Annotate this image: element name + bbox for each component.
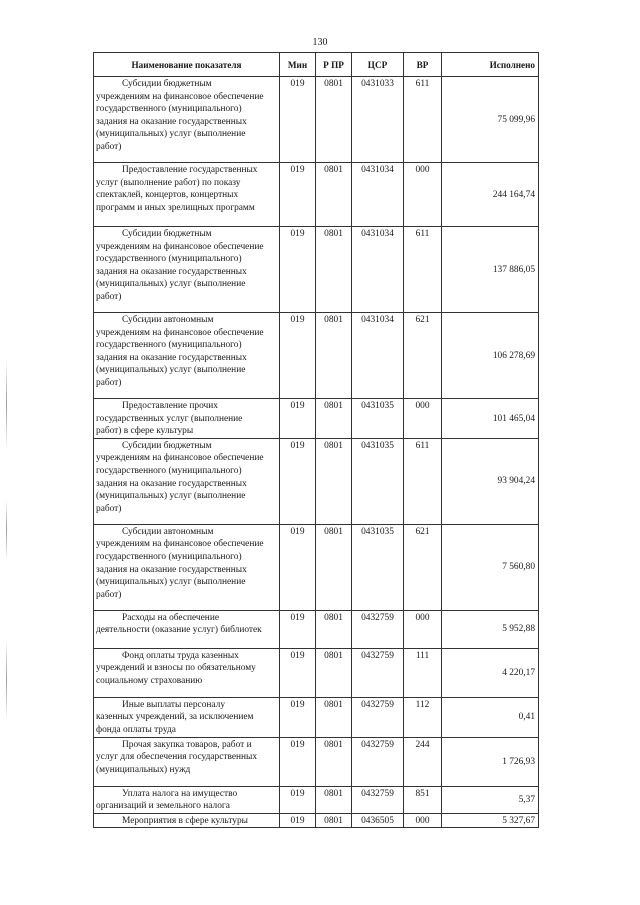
row-name-first-line: Иные выплаты персоналу bbox=[122, 699, 226, 710]
table-row bbox=[94, 648, 539, 697]
row-min: 019 bbox=[280, 438, 316, 524]
row-name-rest: учреждениям на финансовое обеспечение государственного (муниципального) задания на оказание государственных (муниципальных) услуг (выполнение работ) bbox=[96, 453, 264, 514]
table-row bbox=[94, 610, 539, 648]
row-name-rest: организаций и земельного налога bbox=[96, 801, 230, 812]
row-name-cell bbox=[94, 697, 280, 737]
row-name-cell bbox=[94, 313, 280, 399]
row-name-first-line: Уплата налога на имущество bbox=[122, 788, 238, 799]
row-min: 019 bbox=[280, 163, 316, 227]
row-name-cell bbox=[94, 610, 280, 648]
page-number: 130 bbox=[312, 37, 328, 48]
row-vr: 611 bbox=[404, 77, 442, 163]
row-rpr: 0801 bbox=[316, 524, 352, 610]
table-row bbox=[94, 163, 539, 227]
scan-edge-mark bbox=[6, 640, 7, 720]
row-name-rest: деятельности (оказание услуг) библиотек bbox=[96, 625, 262, 636]
row-name-first-line: Субсидии бюджетным bbox=[122, 440, 212, 451]
table-header-row bbox=[94, 53, 539, 77]
table-row bbox=[94, 737, 539, 786]
row-name-first-line: Предоставление прочих bbox=[122, 401, 218, 411]
row-value: 106 278,69 bbox=[442, 313, 539, 399]
row-csr: 0436505 bbox=[352, 813, 404, 828]
row-name-first-line: Предоставление государственных bbox=[122, 165, 258, 175]
row-min: 019 bbox=[280, 77, 316, 163]
row-name-first-line: Расходы на обеспечение bbox=[122, 612, 219, 623]
header-value: Исполнено bbox=[442, 53, 539, 77]
row-rpr: 0801 bbox=[316, 313, 352, 399]
row-csr: 0431035 bbox=[352, 524, 404, 610]
row-vr: 000 bbox=[404, 610, 442, 648]
row-name-first-line: Фонд оплаты труда казенных bbox=[122, 650, 239, 661]
row-min: 019 bbox=[280, 227, 316, 313]
row-name-rest: учреждениям на финансовое обеспечение государственного (муниципального) задания на оказание государственных (муниципальных) услуг (выполнение работ) bbox=[96, 91, 264, 152]
row-value: 244 164,74 bbox=[442, 163, 539, 227]
row-name-rest: учреждениям на финансовое обеспечение государственного (муниципального) задания на оказание государственных (муниципальных) услуг (выполнение работ) bbox=[96, 241, 264, 302]
row-rpr: 0801 bbox=[316, 786, 352, 813]
row-rpr: 0801 bbox=[316, 399, 352, 439]
row-min: 019 bbox=[280, 737, 316, 786]
row-min: 019 bbox=[280, 399, 316, 439]
row-name-cell bbox=[94, 524, 280, 610]
row-rpr: 0801 bbox=[316, 77, 352, 163]
row-name-cell bbox=[94, 163, 280, 227]
table-row bbox=[94, 399, 539, 439]
row-name-first-line: Субсидии автономным bbox=[122, 526, 214, 537]
row-vr: 621 bbox=[404, 313, 442, 399]
row-vr: 611 bbox=[404, 227, 442, 313]
row-vr: 000 bbox=[404, 163, 442, 227]
row-csr: 0431034 bbox=[352, 227, 404, 313]
row-rpr: 0801 bbox=[316, 227, 352, 313]
row-csr: 0431033 bbox=[352, 77, 404, 163]
row-min: 019 bbox=[280, 786, 316, 813]
row-value: 101 465,04 bbox=[442, 399, 539, 439]
row-vr: 111 bbox=[404, 648, 442, 697]
table-row bbox=[94, 524, 539, 610]
table-row bbox=[94, 438, 539, 524]
row-rpr: 0801 bbox=[316, 648, 352, 697]
header-csr: ЦСР bbox=[352, 53, 404, 77]
header-rpr: Р ПР bbox=[316, 53, 352, 77]
table-row bbox=[94, 313, 539, 399]
row-name-rest: учреждениям на финансовое обеспечение государственного (муниципального) задания на оказание государственных (муниципальных) услуг (выполнение работ) bbox=[96, 539, 264, 600]
row-name-cell bbox=[94, 813, 280, 828]
row-name-cell bbox=[94, 786, 280, 813]
row-value: 137 886,05 bbox=[442, 227, 539, 313]
row-csr: 0431034 bbox=[352, 313, 404, 399]
row-name-cell bbox=[94, 227, 280, 313]
row-value: 4 220,17 bbox=[442, 648, 539, 697]
row-value: 75 099,96 bbox=[442, 77, 539, 163]
row-name-cell bbox=[94, 438, 280, 524]
row-value: 7 560,80 bbox=[442, 524, 539, 610]
header-min: Мин bbox=[280, 53, 316, 77]
row-vr: 851 bbox=[404, 786, 442, 813]
row-value: 5,37 bbox=[442, 786, 539, 813]
table-row bbox=[94, 697, 539, 737]
row-name-cell bbox=[94, 77, 280, 163]
row-csr: 0432759 bbox=[352, 786, 404, 813]
row-name-rest: услуг для обеспечения государственных (муниципальных) нужд bbox=[96, 752, 258, 775]
row-name-first-line: Субсидии автономным bbox=[122, 315, 214, 325]
row-vr: 000 bbox=[404, 813, 442, 828]
row-csr: 0432759 bbox=[352, 737, 404, 786]
row-vr: 244 bbox=[404, 737, 442, 786]
row-vr: 621 bbox=[404, 524, 442, 610]
row-min: 019 bbox=[280, 524, 316, 610]
row-name-rest: казенных учреждений, за исключением фонда оплаты труда bbox=[96, 712, 254, 735]
header-name: Наименование показателя bbox=[94, 53, 280, 77]
row-csr: 0432759 bbox=[352, 610, 404, 648]
row-rpr: 0801 bbox=[316, 813, 352, 828]
row-csr: 0432759 bbox=[352, 648, 404, 697]
row-min: 019 bbox=[280, 610, 316, 648]
row-value: 1 726,93 bbox=[442, 737, 539, 786]
row-value: 5 327,67 bbox=[442, 813, 539, 828]
row-rpr: 0801 bbox=[316, 438, 352, 524]
header-vr: ВР bbox=[404, 53, 442, 77]
row-csr: 0431035 bbox=[352, 399, 404, 439]
row-rpr: 0801 bbox=[316, 163, 352, 227]
row-value: 0,41 bbox=[442, 697, 539, 737]
row-value: 5 952,88 bbox=[442, 610, 539, 648]
scan-edge-mark bbox=[6, 360, 7, 450]
table-row bbox=[94, 77, 539, 163]
row-name-first-line: Субсидии бюджетным bbox=[122, 229, 212, 239]
row-name-first-line: Прочая закупка товаров, работ и bbox=[122, 739, 252, 750]
scan-edge-mark bbox=[6, 500, 7, 560]
row-csr: 0431034 bbox=[352, 163, 404, 227]
row-rpr: 0801 bbox=[316, 737, 352, 786]
row-min: 019 bbox=[280, 813, 316, 828]
row-name-cell bbox=[94, 648, 280, 697]
row-min: 019 bbox=[280, 313, 316, 399]
row-csr: 0432759 bbox=[352, 697, 404, 737]
table-row bbox=[94, 786, 539, 813]
row-value: 93 904,24 bbox=[442, 438, 539, 524]
budget-table bbox=[93, 52, 539, 828]
table-row bbox=[94, 813, 539, 828]
row-rpr: 0801 bbox=[316, 697, 352, 737]
row-rpr: 0801 bbox=[316, 610, 352, 648]
row-vr: 112 bbox=[404, 697, 442, 737]
row-vr: 611 bbox=[404, 438, 442, 524]
row-name-rest: услуг (выполнение работ) по показу спектаклей, концертов, концертных программ и иных зрелищных программ bbox=[96, 177, 255, 213]
row-csr: 0431035 bbox=[352, 438, 404, 524]
row-name-cell bbox=[94, 399, 280, 439]
row-name-cell bbox=[94, 737, 280, 786]
row-vr: 000 bbox=[404, 399, 442, 439]
row-name-rest: учреждениям на финансовое обеспечение государственного (муниципального) задания на оказание государственных (муниципальных) услуг (выполнение работ) bbox=[96, 327, 264, 388]
row-name-first-line: Субсидии бюджетным bbox=[122, 79, 212, 89]
row-min: 019 bbox=[280, 648, 316, 697]
table-row bbox=[94, 227, 539, 313]
row-name-rest: государственных услуг (выполнение работ) в сфере культуры bbox=[96, 413, 243, 437]
row-name-rest: учреждений и взносы по обязательному социальному страхованию bbox=[96, 663, 256, 686]
row-name-first-line: Мероприятия в сфере культуры bbox=[122, 815, 248, 826]
row-min: 019 bbox=[280, 697, 316, 737]
